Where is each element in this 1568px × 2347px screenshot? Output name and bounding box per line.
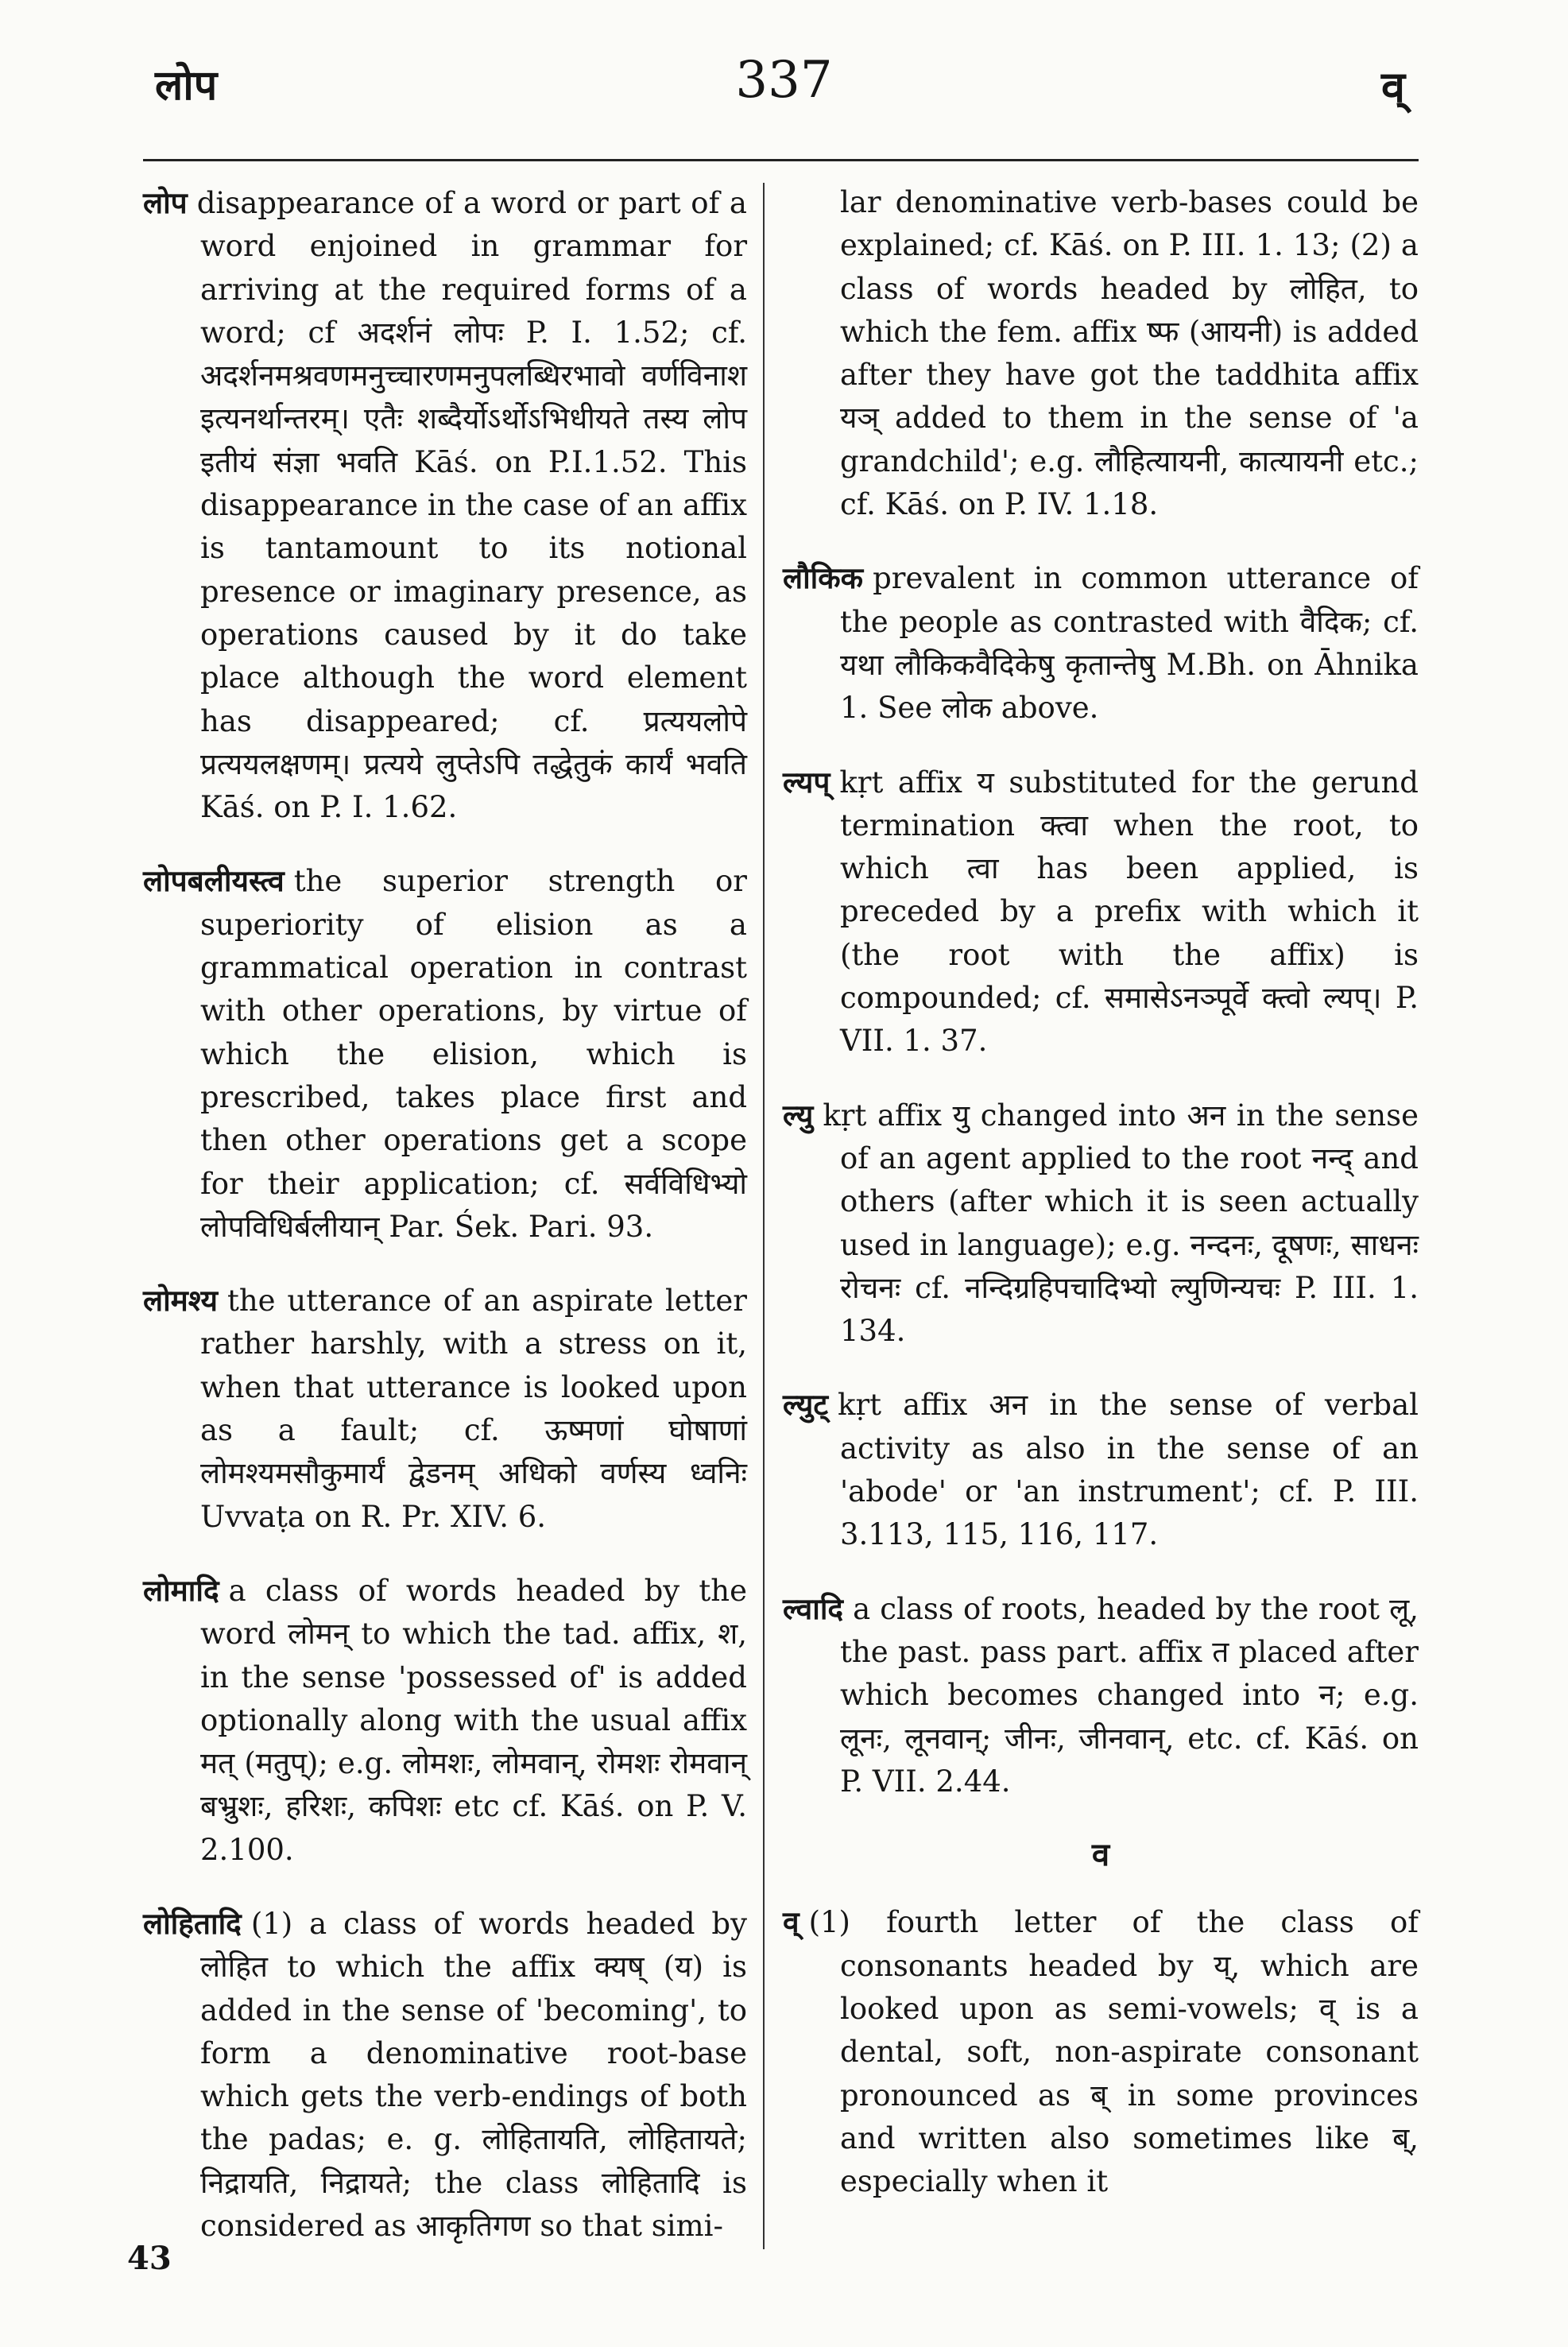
page-number-header: 337 (735, 51, 833, 110)
column-divider (763, 183, 765, 2249)
definition: (1) a class of words headed by लोहित to which the affix क्यष् (य) is added in the sense of 'becoming', to form a denominative root-base which gets the verb-endings of both the padas; e. g. लोहितायति, लोहितायते; निद्रायति, निद्रायते; the class लोहितादि is considered as आकृतिगण so that simi- (200, 1906, 747, 2244)
headword: ल्यु (783, 1097, 814, 1133)
entry-lopa (143, 181, 747, 829)
right-column (783, 181, 1419, 2233)
headword: लोमादि (143, 1572, 219, 1608)
entry-laukika (783, 556, 1419, 730)
footer-page-number: 43 (127, 2240, 172, 2277)
section-heading: व (1091, 1836, 1110, 1874)
entry-v (783, 1900, 1419, 2203)
page-header (0, 51, 1568, 127)
entry-lyut (783, 1383, 1419, 1556)
entry-lvadi (783, 1587, 1419, 1803)
entry-lopabaliyastva (143, 859, 747, 1249)
definition: the utterance of an aspirate letter rather harshly, with a stress on it, when that utterance is looked upon as a fault; cf. ऊष्मणां घोषाणां लोमश्यमसौकुमार्यं द्वेडनम् अधिको वर्णस्य ध्वनिः Uvvaṭa on R. Pr. XIV. 6. (200, 1284, 747, 1534)
continuation-text: lar denominative verb-bases could be explained; cf. Kāś. on P. III. 1. 13; (2) a class of words headed by लोहित, to which the fem. affix ष्फ (आयनी) is added after they have got the taddhita affix यञ् added to them in the sense of 'a grandchild'; e.g. लौहित्यायनी, कात्यायनी etc.; cf. Kāś. on P. IV. 1.18. (840, 185, 1419, 522)
headword: लौकिक (783, 560, 864, 596)
definition: kṛt affix य substituted for the gerund termination क्त्वा when the root, to which त्वा has been applied, is preceded by a prefix with which it (the root with the affix) is compounded; cf. समासेऽनञ्पूर्वे क्त्वो ल्यप्। P. VII. 1. 37. (839, 765, 1419, 1059)
headword: ल्यप् (783, 764, 830, 800)
definition: kṛt affix यु changed into अन in the sense of an agent applied to the root नन्द् and others (after which it is seen actually used in language); e.g. नन्दनः, दूषणः, साधनः रोचनः cf. नन्दिग्रहिपचादिभ्यो ल्युणिन्यचः P. III. 1. 134. (823, 1098, 1419, 1349)
left-column (143, 181, 747, 2278)
definition: a class of words headed by the word लोमन् to which the tad. affix, श, in the sense 'possessed of' is added optionally along with the usual affix मत् (मतुप्); e.g. लोमशः, लोमवान्, रोमशः रोमवान् बभ्रुशः, हरिशः, कपिशः etc cf. Kāś. on P. V. 2.100. (200, 1573, 747, 1867)
header-rule (143, 159, 1419, 161)
entry-lyap (783, 761, 1419, 1063)
headword: लोहितादि (143, 1905, 242, 1941)
header-left-word: लोप (155, 61, 218, 110)
definition: (1) fourth letter of the class of consonants headed by य्, which are looked upon as semi-vowels; व् is a dental, soft, non-aspirate consonant pronounced as ब् in some provinces and written also sometimes like ब्, especially when it (808, 1905, 1419, 2199)
definition: disappearance of a word or part of a word enjoined in grammar for arriving at the required forms of a word; cf अदर्शनं लोपः P. I. 1.52; cf. अदर्शनमश्रवणमनुच्चारणमनुपलब्धिरभावो वर्णविनाश इत्यनर्थान्तरम्। एतैः शब्दैर्योऽर्थोऽभिधीयते तस्य लोप इतीयं संज्ञा भवति Kāś. on P.I.1.52. This disappearance in the case of an affix is tantamount to its notional presence or imaginary presence, as operations caused by it do take place although the word element has disappeared; cf. प्रत्ययलोपे प्रत्ययलक्षणम्। प्रत्यये लुप्तेऽपि तद्धेतुकं कार्यं भवति Kāś. on P. I. 1.62. (196, 186, 747, 825)
headword: लोप (143, 185, 188, 220)
headword: लोपबलीयस्त्व (143, 863, 285, 899)
entry-lomashya (143, 1279, 747, 1539)
headword: ल्युट् (783, 1387, 829, 1423)
definition: the superior strength or superiority of elision as a grammatical operation in contrast with other operations, by virtue of which the elision, which is prescribed, takes place first and then other operations get a scope for their application; cf. सर्वविधिभ्यो लोपविधिर्बलीयान् Par. Śek. Pari. 93. (200, 864, 747, 1244)
definition: a class of roots, headed by the root लू, the past. pass part. affix त placed after which becomes changed into न; e.g. लूनः, लूनवान्; जीनः, जीनवान्, etc. cf. Kāś. on P. VII. 2.44. (840, 1591, 1419, 1799)
entry-lomadi (143, 1569, 747, 1872)
entry-lohitadi (143, 1902, 747, 2248)
headword: ल्वादि (783, 1590, 844, 1626)
headword: लोमश्य (143, 1283, 218, 1319)
definition: prevalent in common utterance of the people as contrasted with वैदिक; cf. यथा लौकिकवैदिकेषु कृतान्तेषु M.Bh. on Āhnika 1. See लोक above. (840, 561, 1419, 726)
definition: kṛt affix अन in the sense of verbal activity as also in the sense of an 'abode' or 'an instrument'; cf. P. III. 3.113, 115, 116, 117. (838, 1388, 1419, 1552)
headword: व् (783, 1904, 799, 1940)
entry-lyu (783, 1094, 1419, 1354)
header-right-word: व् (1380, 61, 1405, 112)
